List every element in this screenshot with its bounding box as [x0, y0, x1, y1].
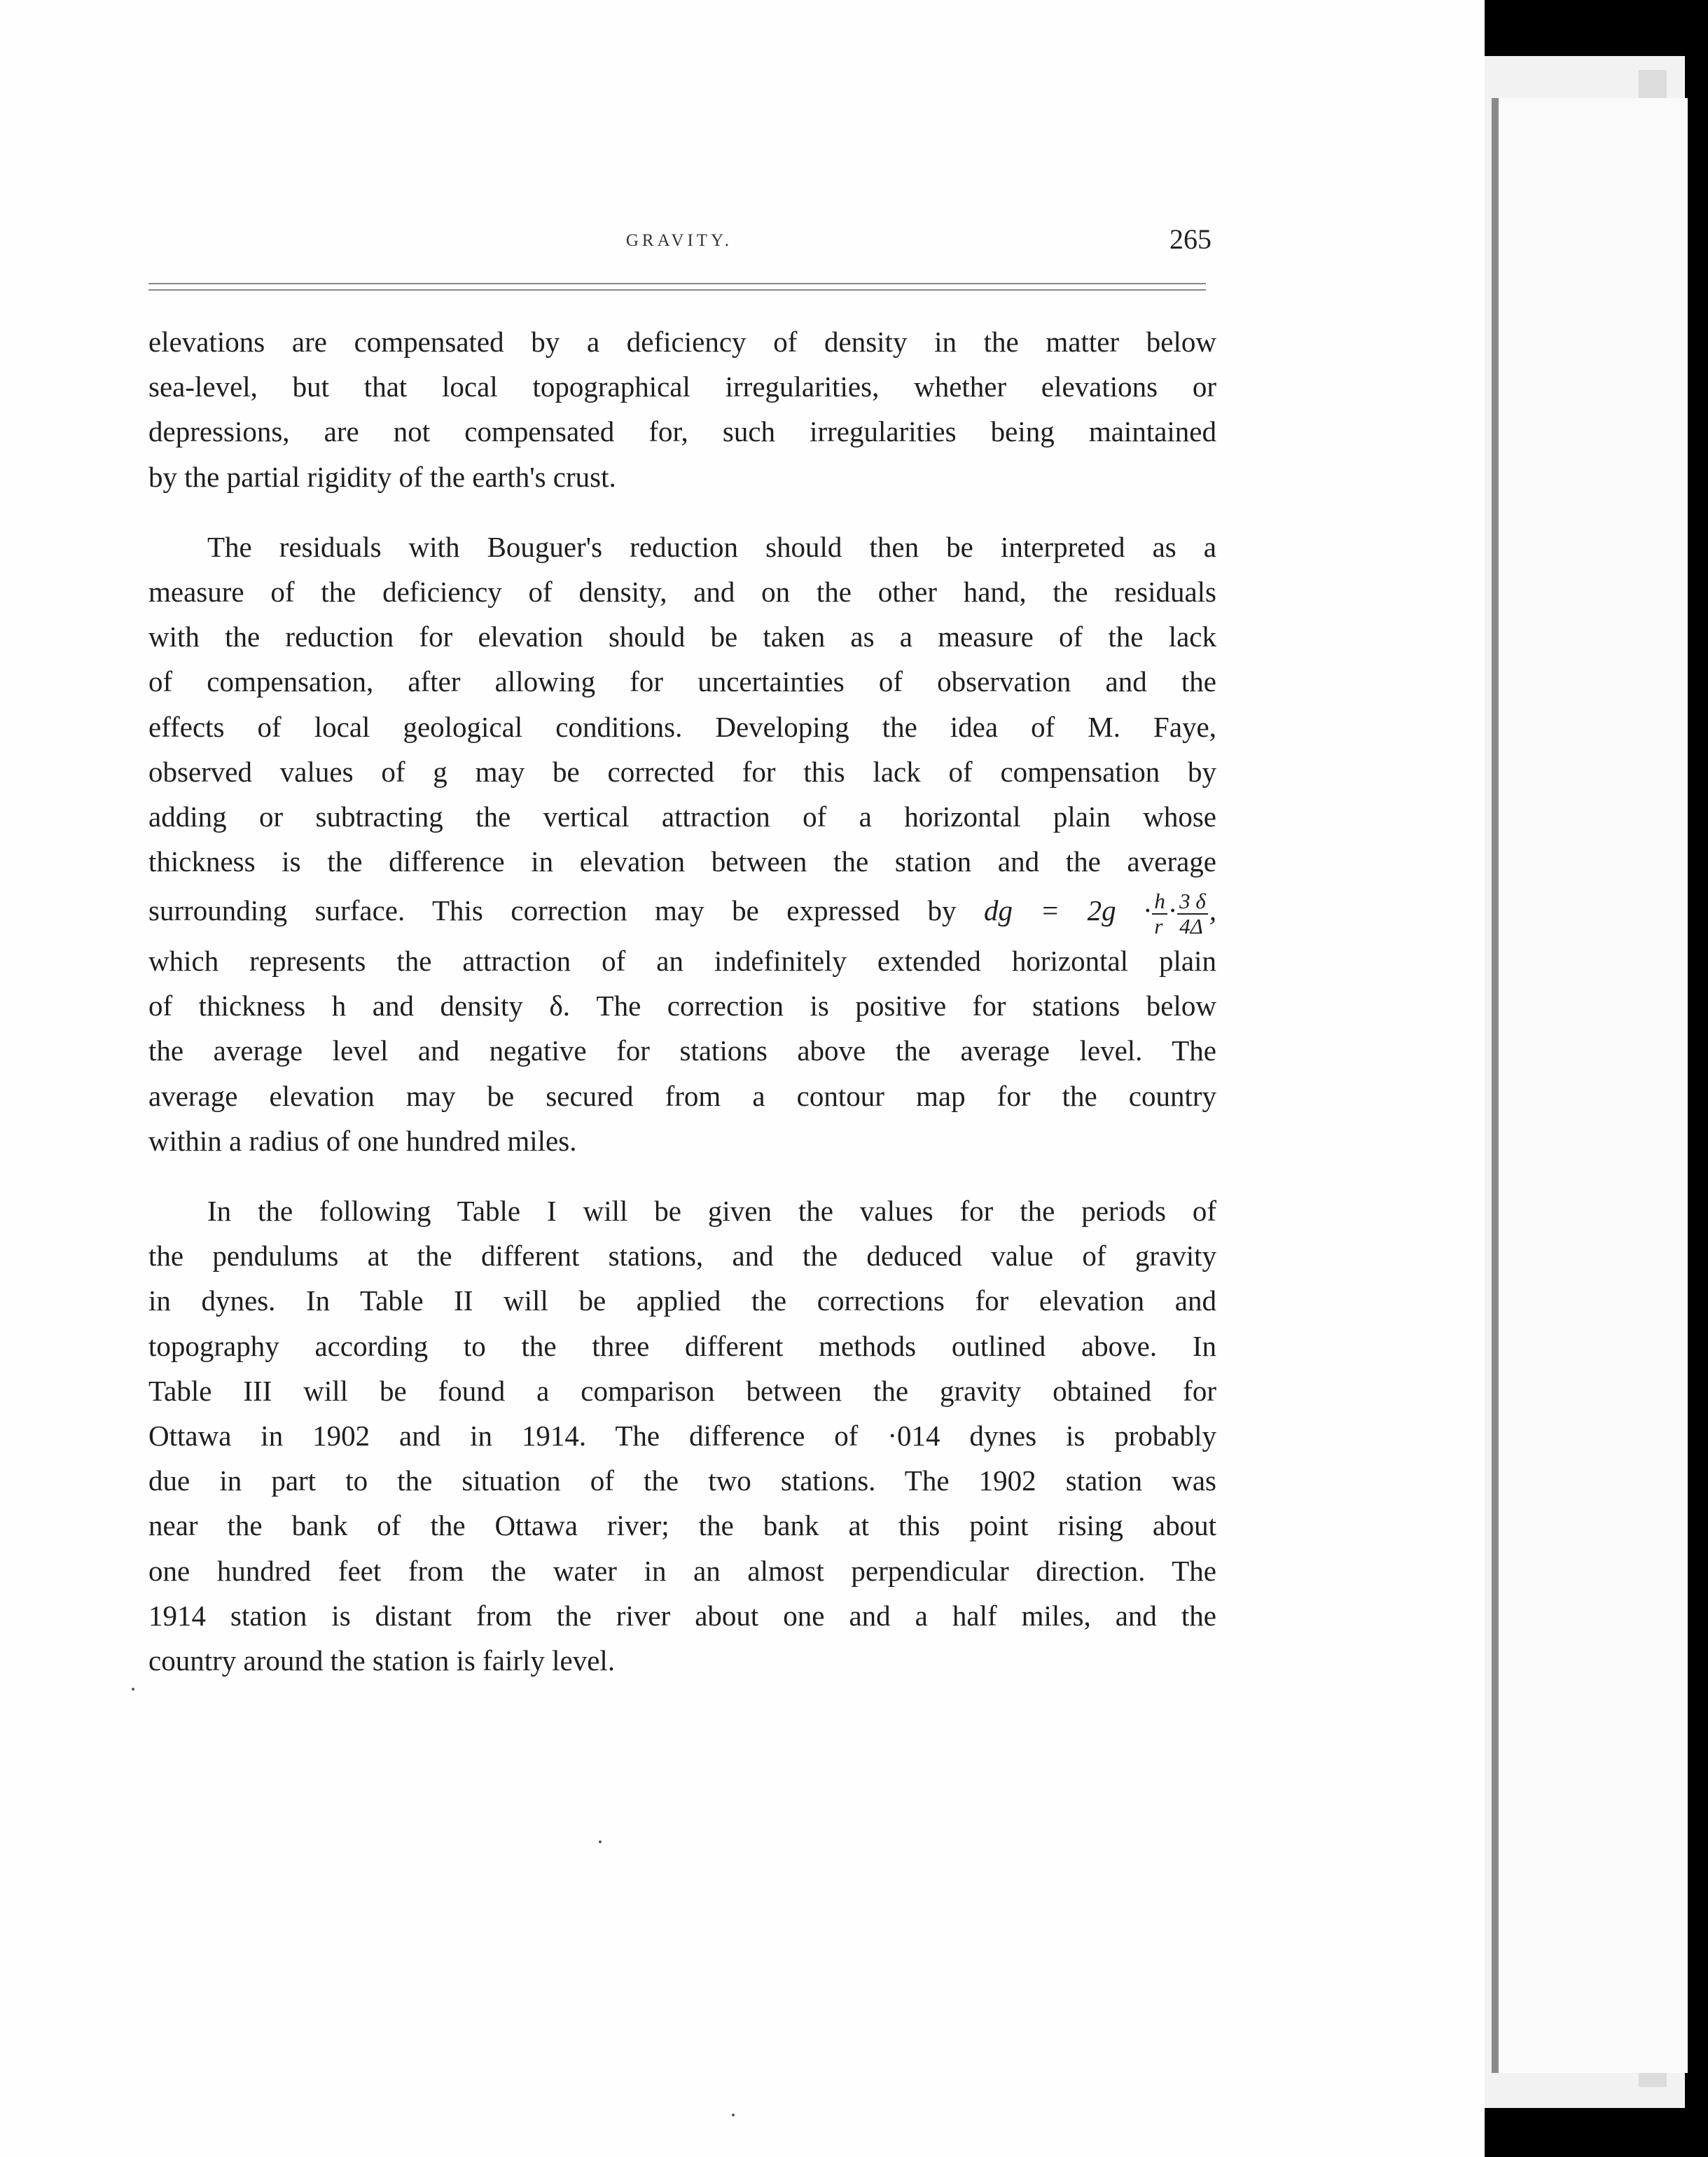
fraction-h-over-r	[1152, 889, 1167, 938]
formula-prefix: dg = 2g ·	[983, 894, 1151, 927]
text-line: by the partial rigidity of the earth's crust.	[148, 460, 616, 493]
text-line: the average level and negative for stations above the average level. The	[148, 1034, 1216, 1067]
text-line: topography according to the three different methods outlined above. In	[148, 1329, 1216, 1362]
header-rule-top	[148, 283, 1206, 284]
page-header	[147, 223, 1211, 265]
text-line: country around the station is fairly level.	[148, 1644, 616, 1677]
paragraph-1	[148, 319, 1216, 499]
text-line: sea-level, but that local topographical irregularities, whether elevations or	[148, 370, 1216, 403]
text-line: adding or subtracting the vertical attraction of a horizontal plain whose	[148, 800, 1216, 833]
fraction-3delta-over-4Delta	[1177, 889, 1208, 938]
formula-lead-text: surrounding surface. This correction may be expressed by	[148, 894, 957, 927]
text-line: in dynes. In Table II will be applied the corrections for elevation and	[148, 1284, 1216, 1317]
text-line: near the bank of the Ottawa river; the bank at this point rising about	[148, 1509, 1216, 1542]
text-line: average elevation may be secured from a contour map for the country	[148, 1079, 1216, 1112]
scan-speck	[599, 1840, 602, 1843]
text-line: of compensation, after allowing for uncertainties of observation and the	[148, 665, 1216, 698]
scan-speck	[732, 2114, 735, 2116]
text-line: one hundred feet from the water in an almost perpendicular direction. The	[148, 1554, 1216, 1587]
formula: dg = 2g · $\frac{h}{r}$ · $\frac{3 \delta}{4\Delta}$ ,	[983, 889, 1217, 939]
fraction-numerator: 3 δ	[1177, 889, 1208, 915]
text-line: due in part to the situation of the two stations. The 1902 station was	[148, 1464, 1216, 1497]
text-line: of thickness h and density δ. The correction is positive for stations below	[148, 990, 1216, 1022]
text-line: effects of local geological conditions. Developing the idea of M. Faye,	[148, 710, 1216, 743]
text-line: The residuals with Bouguer's reduction should then be interpreted as a	[207, 530, 1216, 563]
text-line: Table III will be found a comparison between the gravity obtained for	[148, 1374, 1216, 1407]
running-head: GRAVITY.	[625, 231, 733, 250]
underlying-page-inner-edge	[1492, 98, 1688, 2073]
text-line: with the reduction for elevation should be taken as a measure of the lack	[148, 620, 1216, 653]
text-line: measure of the deficiency of density, and on the other hand, the residuals	[148, 576, 1216, 609]
text-line: the pendulums at the different stations, and the deduced value of gravity	[148, 1240, 1216, 1272]
fraction-numerator: h	[1152, 889, 1167, 915]
text-line: 1914 station is distant from the river about one and a half miles, and the	[148, 1599, 1216, 1632]
text-line: Ottawa in 1902 and in 1914. The difference of ·014 dynes is probably	[148, 1420, 1216, 1452]
text-line: depressions, are not compensated for, such irregularities being maintained	[148, 415, 1216, 448]
header-rule-bottom	[148, 289, 1206, 291]
paragraph-3	[148, 1188, 1216, 1683]
page-number: 265	[1169, 223, 1211, 255]
text-line: thickness is the difference in elevation between the station and the average	[148, 845, 1216, 878]
text-line: In the following Table I will be given the values for the periods of	[207, 1195, 1216, 1228]
text-line: within a radius of one hundred miles.	[148, 1124, 577, 1157]
fraction-denominator: 4Δ	[1179, 914, 1203, 939]
text-line: which represents the attraction of an indefinitely extended horizontal plain	[148, 945, 1216, 978]
formula-line	[148, 884, 1216, 938]
scan-speck	[132, 1688, 134, 1691]
fraction-denominator: r	[1154, 914, 1163, 939]
paragraph-2	[148, 525, 1216, 1163]
body-text	[148, 319, 1216, 1683]
text-line: elevations are compensated by a deficiency of density in the matter below	[148, 326, 1216, 358]
text-line: observed values of g may be corrected for this lack of compensation by	[148, 755, 1216, 788]
